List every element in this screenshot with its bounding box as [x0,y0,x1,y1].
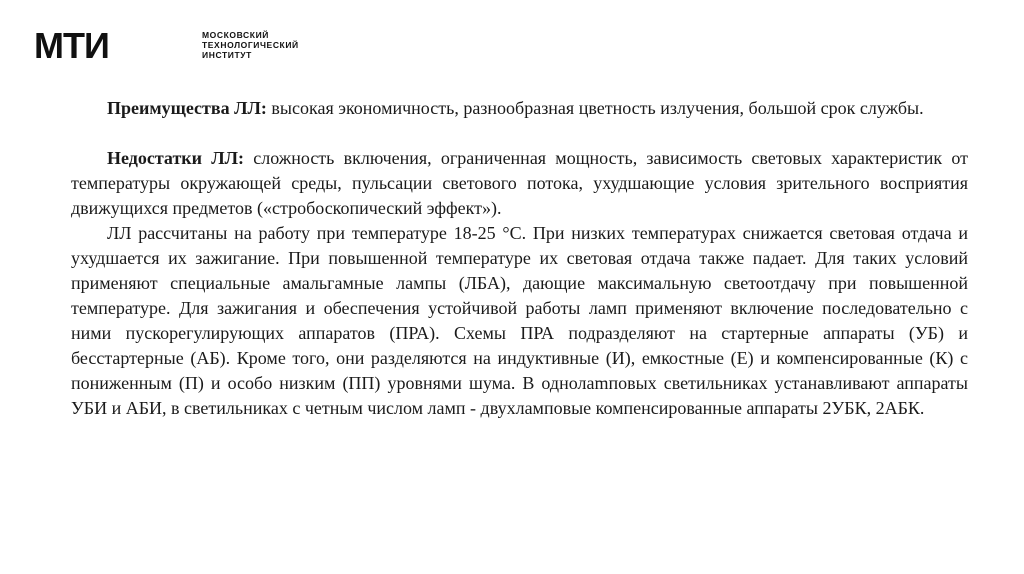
disadvantages-label: Недостатки ЛЛ: [107,148,245,168]
logo-mark-text: МТИ [34,27,109,63]
slide-content [71,96,968,421]
advantages-label: Преимущества ЛЛ: [107,98,267,118]
logo-caption-line-2: ТЕХНОЛОГИЧЕСКИЙ [202,40,299,50]
body-paragraph: ЛЛ рассчитаны на работу при температуре 18-25 °С. При низких температурах снижается световая отдача и ухудшается их зажигание. При повышенной температуре их световая отдача также падает. Для таких условий применяют специальные амальгамные лампы (ЛБА), дающие максимальную светоотдачу при повышенной температуре. Для зажигания и обеспечения устойчивой работы ламп применяют включение последовательно с ними пускорегулирующих аппаратов (ПРА). Схемы ПРА подразделяют на стартерные аппараты (УБ) и бесстартерные (АБ). Кроме того, они разделяются на индуктивные (И), емкостные (Е) и компенсированные (К) с пониженным (П) и особо низким (ПП) уровнями шума. В однолamповых светильниках устанавливают аппараты УБИ и АБИ, в светильниках с четным числом ламп - двухламповые компенсированные аппараты 2УБК, 2АБК. [71,223,968,418]
mti-logo-mark [34,27,194,63]
logo-caption-line-3: ИНСТИТУТ [202,50,252,60]
disadvantages-paragraph [71,146,968,221]
advantages-text: высокая экономичность, разнообразная цветность излучения, большой срок службы. [266,98,924,118]
logo-caption-line-1: МОСКОВСКИЙ [202,30,269,40]
advantages-paragraph [71,96,968,121]
mti-logo [34,20,299,70]
logo-caption [202,30,299,60]
paragraph-gap [71,121,968,146]
disadvantages-text: сложность включения, ограниченная мощность, зависимость световых характеристик от температуры окружающей среды, пульсации светового потока, ухудшающие условия зрительного восприятия движущихся предметов («стробоскопический эффект»). [71,148,968,218]
